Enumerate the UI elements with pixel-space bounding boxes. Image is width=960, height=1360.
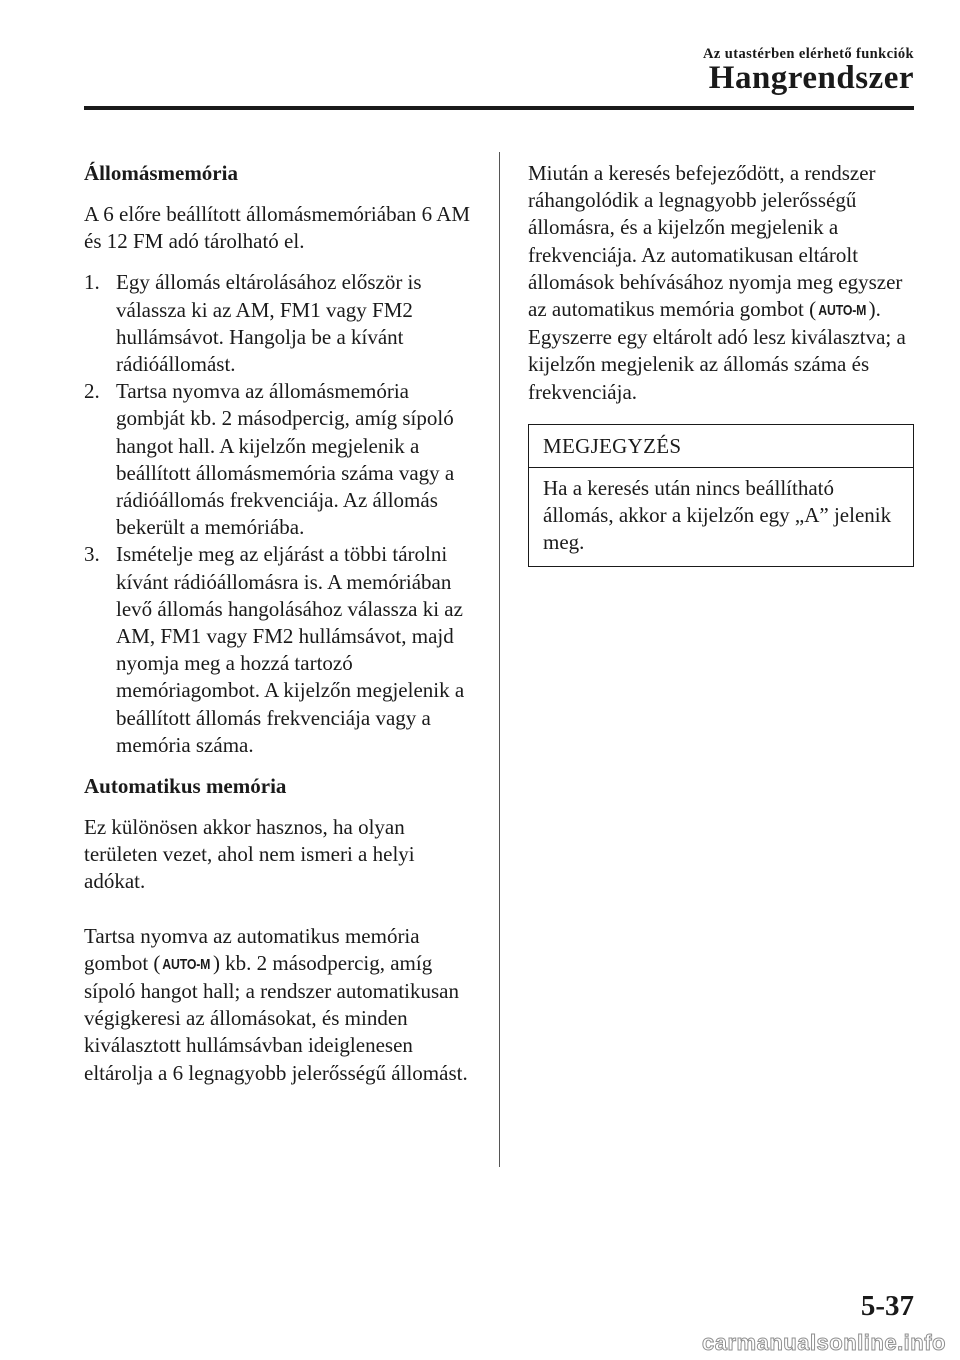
text-fragment: Tartsa nyomva az automatikus memória gombot ( [84,923,420,975]
step-text: Tartsa nyomva az állomásmemória gombját kb. 2 másodpercig, amíg sípoló hangot hall. A kijelzőn megjelenik a beállított állomásmemória száma vagy a rádióállomás frekvenciája. Az állomás bekerült a memóriába. [116,379,455,540]
note-text: Ha a keresés után nincs beállítható állomás, akkor a kijelzőn egy „A” jelenik meg. [543,475,892,555]
step-text: Egy állomás eltárolásához először is válassza ki az AM, FM1 vagy FM2 hullámsávot. Hangolja be a kívánt rádióállomást. [116,270,422,377]
heading-station-memory: Állomásmemória [84,161,238,185]
auto-m-button-icon: AUTO-M [162,955,211,973]
recall-paragraph [528,160,914,406]
step-text: Ismételje meg az eljárást a többi tárolni kívánt rádióállomásra is. A memóriában levő állomás hangolásához válassza ki az AM, FM1 vagy FM2 hullámsávot, majd nyomja meg a hozzá tartozó memóriagombot. A kijelzőn megjelenik a beállított állomás frekvenciája vagy a memória száma. [116,542,465,757]
section-title: Az utastérben elérhető funkciók [703,46,914,62]
step-number: 2. [84,379,100,404]
page-title: Hangrendszer [708,60,914,96]
watermark: carmanualsonline.info [702,1330,946,1355]
header-rule [84,106,914,110]
list-item [84,541,480,759]
step-number: 1. [84,270,100,295]
auto-memory-paragraph-2 [84,923,480,1087]
auto-m-button-icon: AUTO-M [818,302,867,320]
right-column [528,160,914,567]
left-column [84,160,480,1101]
list-item [84,378,480,541]
column-divider [499,152,500,1167]
note-title: MEGJEGYZÉS [529,425,913,468]
page-number: 5-37 [860,1290,914,1322]
text-fragment: ) kb. 2 másodpercig, amíg sípoló hangot hall; a rendszer automatikusan végigkeresi az állomásokat, és minden kiválasztott hullámsávban ideiglenesen eltárolja a 6 legnagyobb jelerősségű állomást. [84,950,468,1085]
steps-list [84,269,480,759]
text-fragment: Miután a keresés befejeződött, a rendszer ráhangolódik a legnagyobb jelerősségű állomásra, és a kijelzőn megjelenik a frekvenciája. Az automatikusan eltárolt állomások behívásához nyomja meg egyszer az automatikus memória gombot ( [528,161,903,322]
step-number: 3. [84,542,100,567]
note-box [528,424,914,568]
auto-memory-paragraph-1: Ez különösen akkor hasznos, ha olyan területen vezet, ahol nem ismeri a helyi adókat. [84,815,415,894]
heading-auto-memory: Automatikus memória [84,774,287,799]
intro-paragraph: A 6 előre beállított állomásmemóriában 6 AM és 12 FM adó tárolható el. [84,202,471,254]
list-item [84,269,480,378]
text-fragment: ). Egyszerre egy eltárolt adó lesz kiválasztva; a kijelzőn megjelenik az állomás száma és frekvenciája. [528,297,906,404]
